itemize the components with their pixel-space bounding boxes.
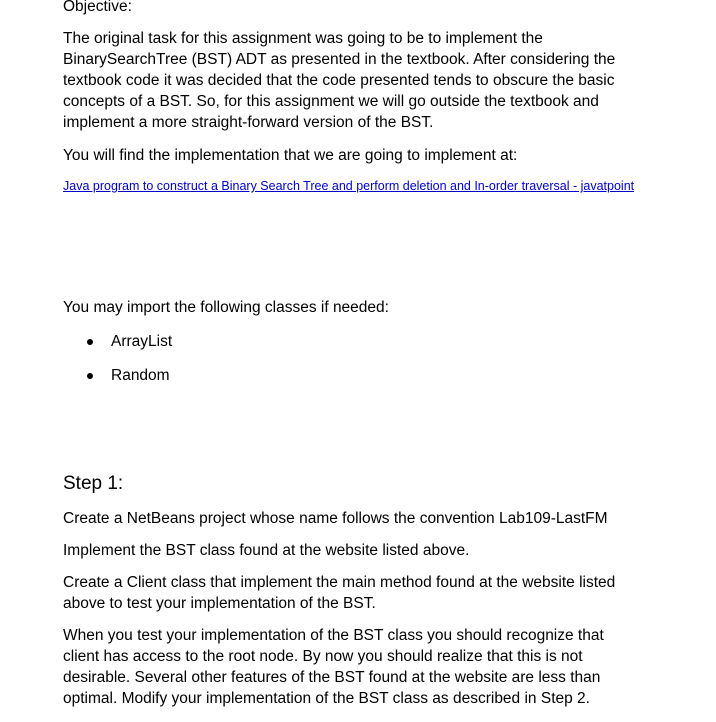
objective-heading: Objective: <box>63 0 132 15</box>
bullet-icon <box>87 339 93 345</box>
import-item-arraylist <box>87 331 172 352</box>
import-label: ArrayList <box>111 333 173 350</box>
step1-project-instruction: Create a NetBeans project whose name follows the convention Lab109-LastFM <box>63 510 608 527</box>
step1-test-paragraph: When you test your implementation of the BST class you should recognize that client has access to the root node. By now you should realize that this is not desirable. Several other features of the BST found at the website are less than optimal. Modify your implementation of the BST class as described in Step 2. <box>63 627 604 707</box>
step1-heading: Step 1: <box>63 473 124 494</box>
javatpoint-link[interactable]: Java program to construct a Binary Search Tree and perform deletion and In-order traversal - javatpoint <box>63 179 635 193</box>
import-item-random <box>87 365 170 386</box>
bullet-icon <box>87 373 93 379</box>
step1-client-instruction: Create a Client class that implement the main method found at the website listed above to test your implementation of the BST. <box>63 574 616 612</box>
objective-paragraph: The original task for this assignment was going to be to implement the BinarySearchTree (BST) ADT as presented in the textbook. After considering the textbook code it was decided that the code presented tends to obscure the basic concepts of a BST. So, for this assignment we will go outside the textbook and implement a more straight-forward version of the BST. <box>63 30 616 131</box>
implementation-intro: You will find the implementation that we are going to implement at: <box>63 147 518 164</box>
import-label: Random <box>111 367 170 384</box>
imports-intro: You may import the following classes if needed: <box>63 299 389 316</box>
step1-implement-instruction: Implement the BST class found at the website listed above. <box>63 542 470 559</box>
